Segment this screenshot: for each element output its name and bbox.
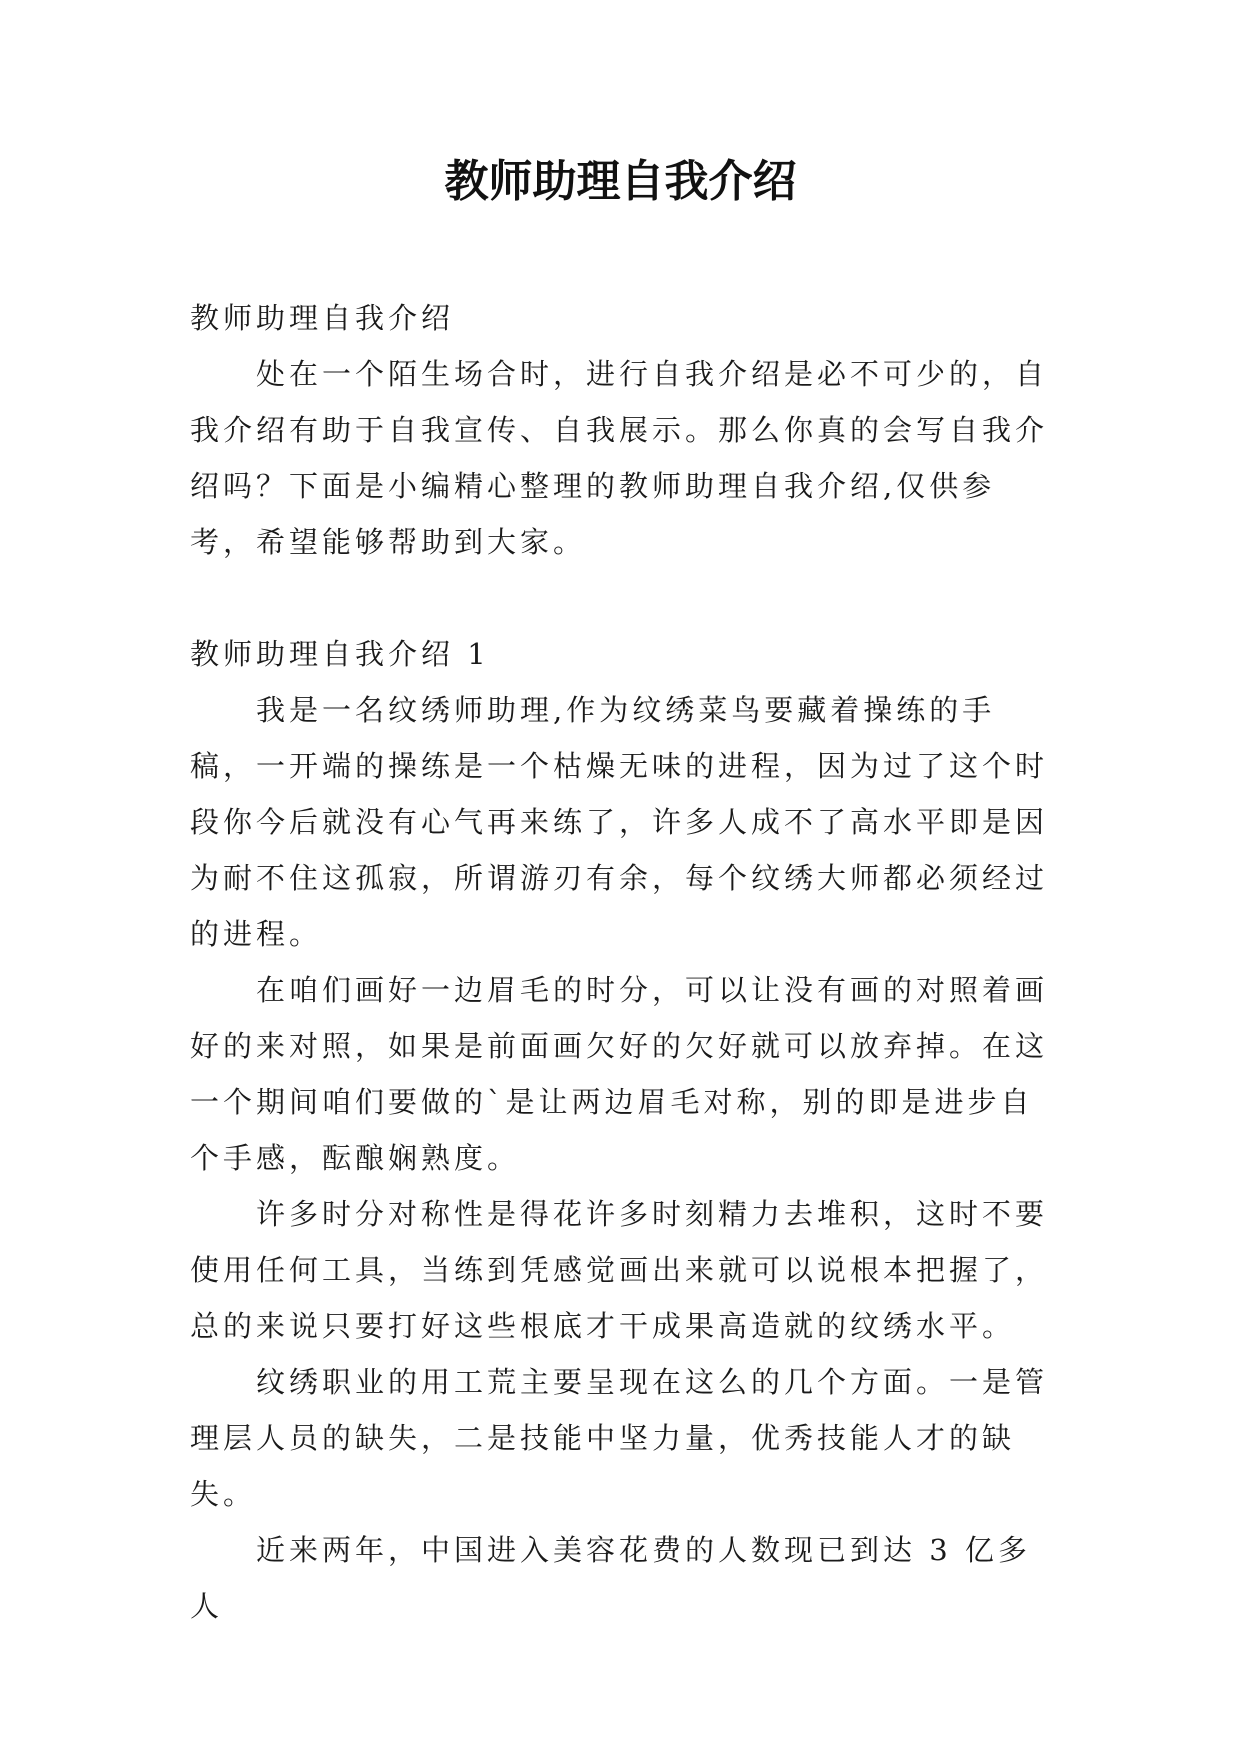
body-paragraph-2: 在咱们画好一边眉毛的时分，可以让没有画的对照着画好的来对照，如果是前面画欠好的欠好就可以放弃掉。在这一个期间咱们要做的`是让两边眉毛对称，别的即是进步自个手感，酝酿娴熟度。 bbox=[190, 973, 1049, 1175]
document-title: 教师助理自我介绍 bbox=[444, 156, 797, 207]
body-paragraph-1: 我是一名纹绣师助理,作为纹绣菜鸟要藏着操练的手稿，一开端的操练是一个枯燥无味的进程，因为过了这个时段你今后就没有心气再来练了，许多人成不了高水平即是因为耐不住这孤寂，所谓游刃有余，每个纹绣大师都必须经过的进程。 bbox=[190, 693, 1049, 951]
section-heading: 教师助理自我介绍 1 bbox=[190, 637, 490, 671]
body-paragraph-5: 近来两年，中国进入美容花费的人数现已到达 3 亿多人 bbox=[190, 1533, 1031, 1623]
body-paragraph-3: 许多时分对称性是得花许多时刻精力去堆积，这时不要使用任何工具，当练到凭感觉画出来就可以说根本把握了，总的来说只要打好这些根底才干成果高造就的纹绣水平。 bbox=[190, 1197, 1049, 1343]
intro-paragraph: 处在一个陌生场合时，进行自我介绍是必不可少的，自我介绍有助于自我宣传、自我展示。那么你真的会写自我介绍吗？下面是小编精心整理的教师助理自我介绍,仅供参考，希望能够帮助到大家。 bbox=[190, 357, 1049, 559]
document-body bbox=[190, 290, 1050, 1634]
body-paragraph-4: 纹绣职业的用工荒主要呈现在这么的几个方面。一是管理层人员的缺失，二是技能中坚力量，优秀技能人才的缺失。 bbox=[190, 1365, 1049, 1511]
subtitle: 教师助理自我介绍 bbox=[190, 301, 455, 335]
section-spacer bbox=[190, 570, 1050, 626]
